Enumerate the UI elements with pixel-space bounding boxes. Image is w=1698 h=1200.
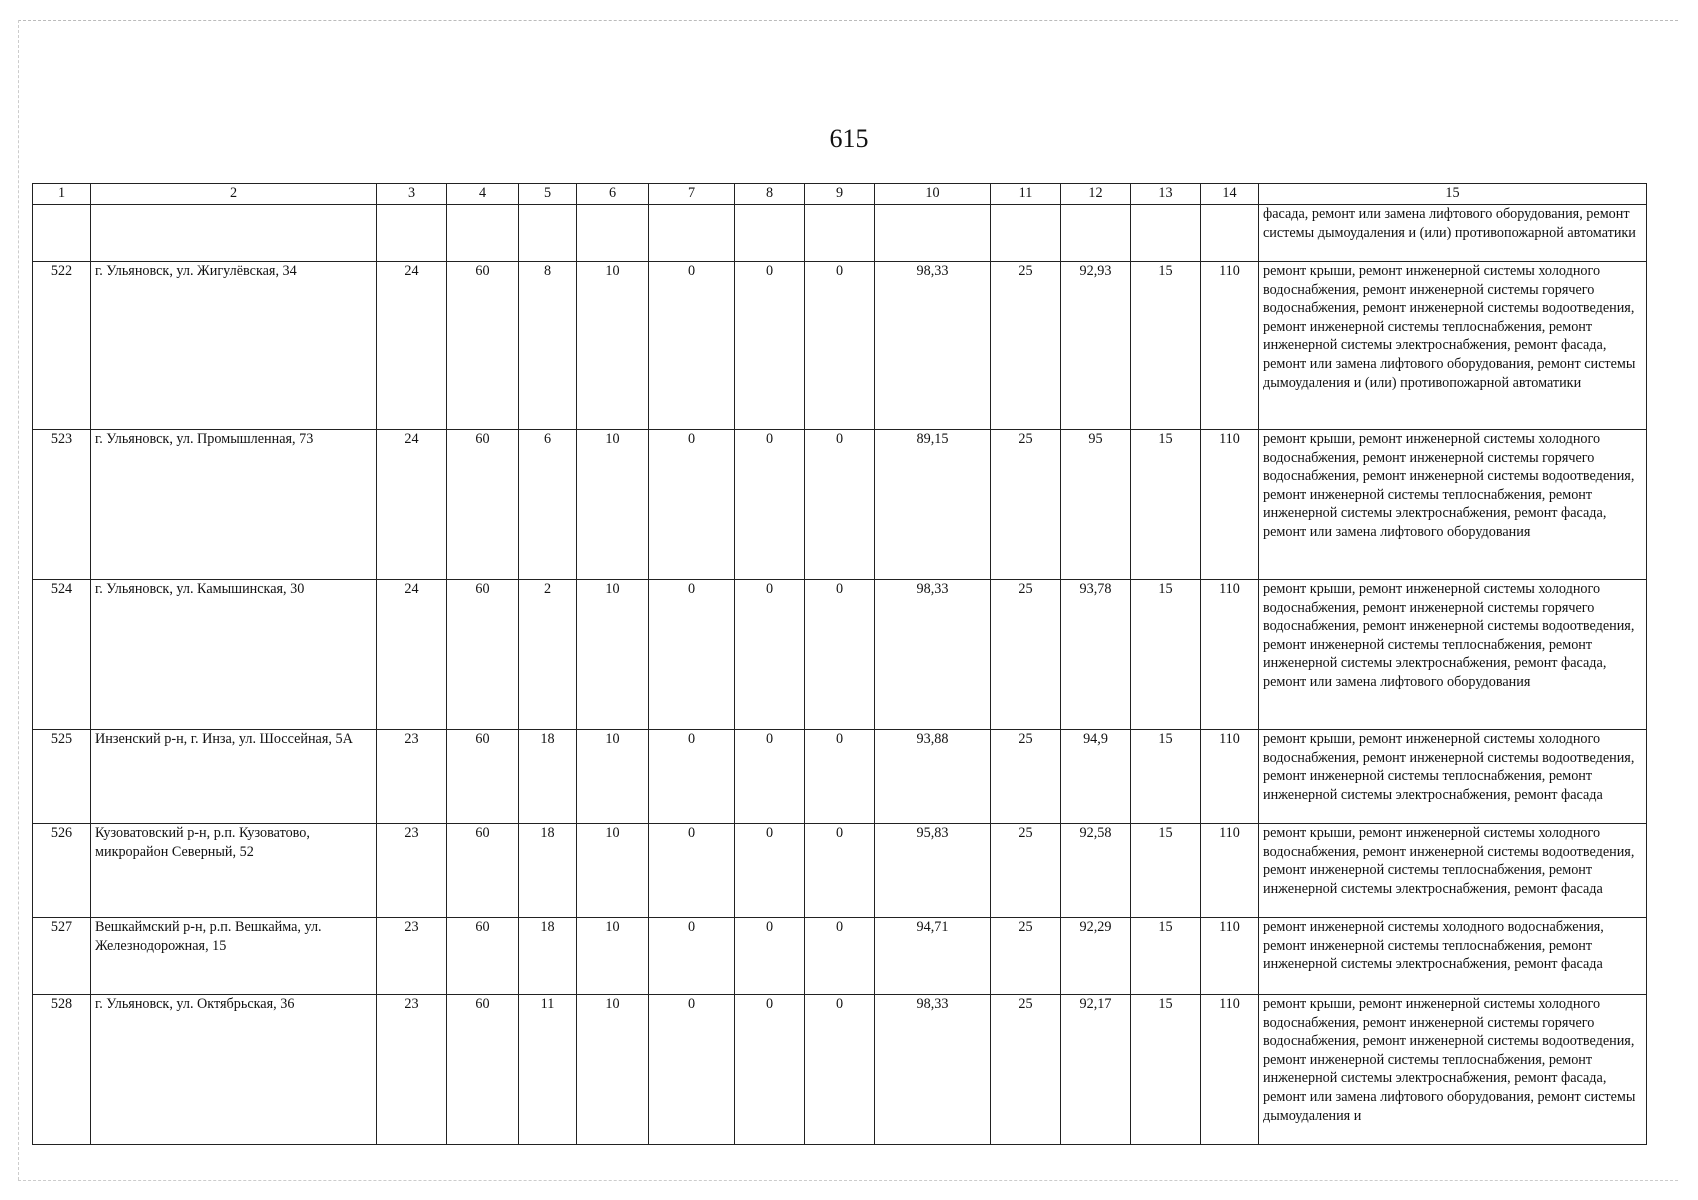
cell-col4: 60 [447, 995, 519, 1145]
cell-col12 [1061, 205, 1131, 262]
cell-col3: 23 [377, 918, 447, 995]
cell-col9: 0 [805, 918, 875, 995]
cell-col3 [377, 205, 447, 262]
cell-col12: 92,17 [1061, 995, 1131, 1145]
cell-col13: 15 [1131, 262, 1201, 430]
cell-col11: 25 [991, 430, 1061, 580]
row-works: ремонт крыши, ремонт инженерной системы холодного водоснабжения, ремонт инженерной системы горячего водоснабжения, ремонт инженерной системы водоотведения, ремонт инженерной системы теплоснабжения, ремонт инженерной системы электроснабжения, ремонт фасада, ремонт или замена лифтового оборудования [1259, 430, 1647, 580]
cell-col9: 0 [805, 262, 875, 430]
cell-col9: 0 [805, 824, 875, 918]
cell-col6: 10 [577, 918, 649, 995]
cell-col11 [991, 205, 1061, 262]
cell-col14: 110 [1201, 918, 1259, 995]
cell-col7: 0 [649, 580, 735, 730]
row-number: 527 [33, 918, 91, 995]
cell-col8: 0 [735, 824, 805, 918]
row-works: фасада, ремонт или замена лифтового оборудования, ремонт системы дымоудаления и (или) противопожарной автоматики [1259, 205, 1647, 262]
column-header: 1 [33, 184, 91, 205]
cell-col7: 0 [649, 430, 735, 580]
cell-col13: 15 [1131, 580, 1201, 730]
cell-col6: 10 [577, 580, 649, 730]
cell-col8 [735, 205, 805, 262]
column-header: 10 [875, 184, 991, 205]
row-number: 524 [33, 580, 91, 730]
cell-col9: 0 [805, 430, 875, 580]
cell-col14: 110 [1201, 580, 1259, 730]
row-number [33, 205, 91, 262]
cell-col8: 0 [735, 730, 805, 824]
cell-col5: 11 [519, 995, 577, 1145]
table-row [33, 918, 1647, 995]
cell-col13 [1131, 205, 1201, 262]
row-works: ремонт крыши, ремонт инженерной системы холодного водоснабжения, ремонт инженерной системы горячего водоснабжения, ремонт инженерной системы водоотведения, ремонт инженерной системы теплоснабжения, ремонт инженерной системы электроснабжения, ремонт фасада, ремонт или замена лифтового оборудования, ремонт системы дымоудаления и [1259, 995, 1647, 1145]
cell-col14: 110 [1201, 730, 1259, 824]
cell-col5 [519, 205, 577, 262]
cell-col5: 2 [519, 580, 577, 730]
row-number: 523 [33, 430, 91, 580]
table-row [33, 580, 1647, 730]
row-number: 528 [33, 995, 91, 1145]
cell-col6 [577, 205, 649, 262]
table-row [33, 730, 1647, 824]
cell-col12: 92,93 [1061, 262, 1131, 430]
column-header: 2 [91, 184, 377, 205]
table-row [33, 205, 1647, 262]
row-works: ремонт инженерной системы холодного водоснабжения, ремонт инженерной системы теплоснабжения, ремонт инженерной системы электроснабжения, ремонт фасада [1259, 918, 1647, 995]
cell-col11: 25 [991, 995, 1061, 1145]
cell-col11: 25 [991, 824, 1061, 918]
cell-col12: 92,29 [1061, 918, 1131, 995]
column-header: 5 [519, 184, 577, 205]
column-header: 9 [805, 184, 875, 205]
cell-col6: 10 [577, 730, 649, 824]
cell-col5: 18 [519, 824, 577, 918]
cell-col14 [1201, 205, 1259, 262]
cell-col8: 0 [735, 995, 805, 1145]
cell-col4 [447, 205, 519, 262]
cell-col7: 0 [649, 995, 735, 1145]
row-address [91, 205, 377, 262]
cell-col11: 25 [991, 262, 1061, 430]
column-header: 7 [649, 184, 735, 205]
scan-edge-left [18, 20, 19, 1180]
cell-col6: 10 [577, 262, 649, 430]
cell-col4: 60 [447, 730, 519, 824]
cell-col3: 24 [377, 262, 447, 430]
row-address: г. Ульяновск, ул. Жигулёвская, 34 [91, 262, 377, 430]
cell-col7: 0 [649, 730, 735, 824]
cell-col7: 0 [649, 824, 735, 918]
cell-col10: 98,33 [875, 995, 991, 1145]
column-header: 3 [377, 184, 447, 205]
column-header: 4 [447, 184, 519, 205]
cell-col9: 0 [805, 995, 875, 1145]
column-header: 6 [577, 184, 649, 205]
row-address: г. Ульяновск, ул. Камышинская, 30 [91, 580, 377, 730]
cell-col11: 25 [991, 918, 1061, 995]
table-row [33, 430, 1647, 580]
column-header: 11 [991, 184, 1061, 205]
cell-col9: 0 [805, 580, 875, 730]
cell-col10: 93,88 [875, 730, 991, 824]
cell-col8: 0 [735, 580, 805, 730]
cell-col10: 98,33 [875, 262, 991, 430]
cell-col5: 6 [519, 430, 577, 580]
cell-col4: 60 [447, 262, 519, 430]
cell-col10: 95,83 [875, 824, 991, 918]
header-row [33, 184, 1647, 205]
cell-col6: 10 [577, 995, 649, 1145]
row-number: 525 [33, 730, 91, 824]
cell-col6: 10 [577, 824, 649, 918]
row-works: ремонт крыши, ремонт инженерной системы холодного водоснабжения, ремонт инженерной системы водоотведения, ремонт инженерной системы теплоснабжения, ремонт инженерной системы электроснабжения, ремонт фасада [1259, 824, 1647, 918]
cell-col10: 89,15 [875, 430, 991, 580]
cell-col10: 98,33 [875, 580, 991, 730]
repair-register-table [32, 183, 1647, 1145]
cell-col3: 24 [377, 580, 447, 730]
cell-col13: 15 [1131, 730, 1201, 824]
cell-col10: 94,71 [875, 918, 991, 995]
row-address: г. Ульяновск, ул. Октябрьская, 36 [91, 995, 377, 1145]
cell-col7 [649, 205, 735, 262]
cell-col14: 110 [1201, 995, 1259, 1145]
cell-col12: 94,9 [1061, 730, 1131, 824]
cell-col5: 18 [519, 730, 577, 824]
cell-col11: 25 [991, 730, 1061, 824]
row-works: ремонт крыши, ремонт инженерной системы холодного водоснабжения, ремонт инженерной системы водоотведения, ремонт инженерной системы теплоснабжения, ремонт инженерной системы электроснабжения, ремонт фасада [1259, 730, 1647, 824]
cell-col7: 0 [649, 262, 735, 430]
cell-col5: 8 [519, 262, 577, 430]
cell-col12: 95 [1061, 430, 1131, 580]
column-header: 13 [1131, 184, 1201, 205]
cell-col13: 15 [1131, 995, 1201, 1145]
column-header: 8 [735, 184, 805, 205]
cell-col12: 92,58 [1061, 824, 1131, 918]
cell-col14: 110 [1201, 430, 1259, 580]
cell-col13: 15 [1131, 918, 1201, 995]
cell-col3: 24 [377, 430, 447, 580]
cell-col3: 23 [377, 824, 447, 918]
scan-edge-bottom [18, 1180, 1678, 1181]
row-address: Вешкаймский р-н, р.п. Вешкайма, ул. Железнодорожная, 15 [91, 918, 377, 995]
row-address: Инзенский р-н, г. Инза, ул. Шоссейная, 5А [91, 730, 377, 824]
cell-col8: 0 [735, 918, 805, 995]
scan-edge-top [18, 20, 1678, 21]
cell-col9: 0 [805, 730, 875, 824]
cell-col13: 15 [1131, 824, 1201, 918]
row-works: ремонт крыши, ремонт инженерной системы холодного водоснабжения, ремонт инженерной системы горячего водоснабжения, ремонт инженерной системы водоотведения, ремонт инженерной системы теплоснабжения, ремонт инженерной системы электроснабжения, ремонт фасада, ремонт или замена лифтового оборудования [1259, 580, 1647, 730]
column-header: 12 [1061, 184, 1131, 205]
cell-col14: 110 [1201, 262, 1259, 430]
row-address: г. Ульяновск, ул. Промышленная, 73 [91, 430, 377, 580]
table-row [33, 262, 1647, 430]
cell-col13: 15 [1131, 430, 1201, 580]
cell-col9 [805, 205, 875, 262]
cell-col14: 110 [1201, 824, 1259, 918]
column-header: 15 [1259, 184, 1647, 205]
cell-col4: 60 [447, 824, 519, 918]
row-works: ремонт крыши, ремонт инженерной системы холодного водоснабжения, ремонт инженерной системы горячего водоснабжения, ремонт инженерной системы водоотведения, ремонт инженерной системы теплоснабжения, ремонт инженерной системы электроснабжения, ремонт фасада, ремонт или замена лифтового оборудования, ремонт системы дымоудаления и (или) противопожарной автоматики [1259, 262, 1647, 430]
cell-col4: 60 [447, 918, 519, 995]
cell-col7: 0 [649, 918, 735, 995]
cell-col8: 0 [735, 430, 805, 580]
cell-col10 [875, 205, 991, 262]
cell-col6: 10 [577, 430, 649, 580]
cell-col8: 0 [735, 262, 805, 430]
row-address: Кузоватовский р-н, р.п. Кузоватово, микрорайон Северный, 52 [91, 824, 377, 918]
row-number: 522 [33, 262, 91, 430]
table-row [33, 995, 1647, 1145]
cell-col3: 23 [377, 730, 447, 824]
table-row [33, 824, 1647, 918]
cell-col11: 25 [991, 580, 1061, 730]
cell-col4: 60 [447, 580, 519, 730]
row-number: 526 [33, 824, 91, 918]
cell-col3: 23 [377, 995, 447, 1145]
cell-col12: 93,78 [1061, 580, 1131, 730]
cell-col4: 60 [447, 430, 519, 580]
column-header: 14 [1201, 184, 1259, 205]
page-number: 615 [829, 124, 869, 153]
cell-col5: 18 [519, 918, 577, 995]
